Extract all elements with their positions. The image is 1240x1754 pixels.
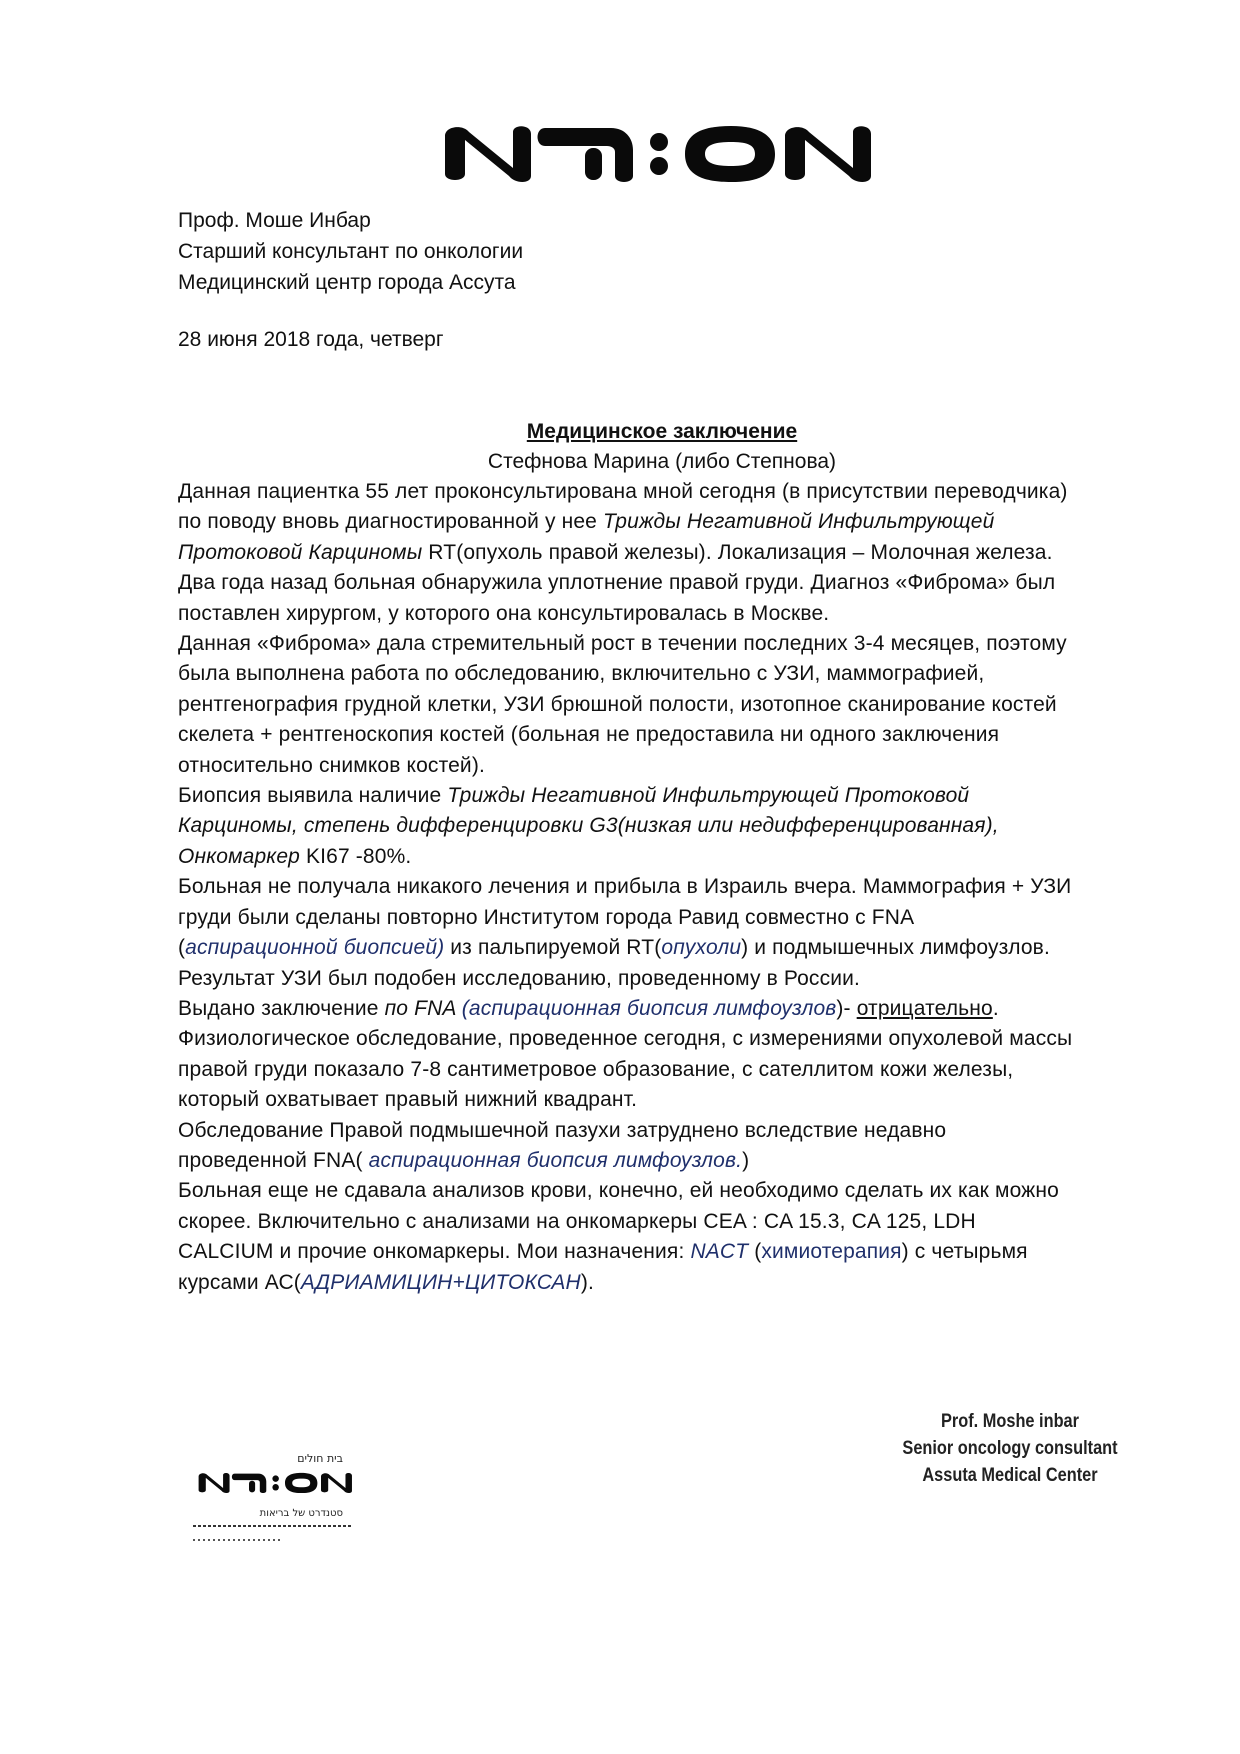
text-span: опухоли [661, 936, 742, 960]
body-line: Карциномы, степень дифференцировки G3(низкая или недифференцированная), [178, 814, 999, 838]
body-line [178, 1146, 1168, 1176]
text-span: CALCIUM и прочие онкомаркеры. Мои назначения: [178, 1240, 691, 1264]
document-title: Медицинское заключение [526, 420, 798, 443]
text-span: ( [748, 1240, 762, 1264]
text-span: химиотерапия [761, 1240, 902, 1264]
text-span: ( [178, 936, 186, 960]
document-date: 28 июня 2018 года, четверг [178, 328, 444, 351]
body-line: скорее. Включительно с анализами на онкомаркеры CEA : CA 15.3, CA 125, LDH [178, 1209, 976, 1233]
text-span: по FNA [384, 996, 462, 1020]
signature-organization: Assuta Medical Center [922, 1465, 1098, 1486]
text-span: Трижды Негативной Инфильтрующей Протоковой [447, 784, 970, 808]
stamp-hebrew-top: בית חולים [297, 1452, 343, 1465]
body-line: Результат УЗИ был подобен исследованию, проведенному в России. [178, 966, 860, 990]
body-line: Больная не получала никакого лечения и прибыла в Израиль вчера. Маммография + УЗИ [178, 875, 1072, 899]
body-line: была выполнена работа по обследованию, включительно с УЗИ, маммографией, [178, 662, 985, 686]
body-line: Обследование Правой подмышечной пазухи затруднено вследствие недавно [178, 1118, 947, 1142]
body-line [178, 507, 1168, 537]
signature-stamp [881, 1408, 1139, 1489]
text-span: по поводу вновь диагностированной у нее [178, 510, 603, 534]
body-line [178, 538, 1168, 568]
doctor-header [178, 205, 523, 298]
body-line: который охватывает правый нижний квадрант. [178, 1088, 638, 1112]
text-span: Выдано заключение [178, 996, 385, 1020]
text-span: из пальпируемой RT( [444, 936, 662, 960]
text-span: Протоковой Карциномы [178, 540, 423, 564]
text-span: ). [580, 1270, 594, 1294]
signature-title: Senior oncology consultant [902, 1438, 1118, 1459]
stamp-hebrew-bottom: סטנדרט של בריאות [259, 1508, 343, 1519]
body-line [178, 1268, 1168, 1298]
text-span: Трижды Негативной Инфильтрующей [603, 510, 995, 534]
body-line: груди были сделаны повторно Институтом города Равид совместно с FNA [178, 905, 915, 929]
text-span: RT(опухоль правой железы). Локализация – Молочная железа. [422, 540, 1053, 564]
body-line [178, 781, 1168, 811]
text-span: ) и подмышечных лимфоузлов. [741, 936, 1050, 960]
body-line: Два года назад больная обнаружила уплотнение правой груди. Диагноз «Фиброма» был [178, 571, 1056, 595]
text-span: отрицательно [856, 996, 993, 1020]
text-span: аспирационная биопсия лимфоузлов. [368, 1148, 743, 1172]
body-line: Данная «Фиброма» дала стремительный рост в течении последних 3-4 месяцев, поэтому [178, 632, 1067, 656]
text-span: Биопсия выявила наличие [178, 784, 448, 808]
text-span: (аспирационная биопсия лимфоузлов [461, 996, 837, 1020]
text-span: ) [742, 1148, 750, 1172]
text-span: KI67 -80%. [300, 844, 412, 868]
doctor-name: Проф. Моше Инбар [178, 209, 371, 232]
assuta-logo [435, 118, 875, 188]
body-line: правой груди показало 7-8 сантиметровое образование, с сателлитом кожи железы, [178, 1057, 1014, 1081]
body-line: Физиологическое обследование, проведенное сегодня, с измерениями опухолевой массы [178, 1027, 1073, 1051]
document-body [178, 477, 1168, 1298]
text-span: . [992, 996, 999, 1020]
text-span: Онкомаркер [178, 844, 301, 868]
body-line: Больная еще не сдавала анализов крови, конечно, ей необходимо сделать их как можно [178, 1179, 1059, 1203]
text-span: аспирационной биопсией) [185, 936, 445, 960]
text-span: АДРИАМИЦИН+ЦИТОКСАН [300, 1270, 581, 1294]
body-line: скелета + рентгеноскопия костей (больная не предоставила ни одного заключения [178, 723, 1000, 747]
body-line: рентгенография грудной клетки, УЗИ брюшной полости, изотопное сканирование костей [178, 692, 1057, 716]
body-line [178, 842, 1168, 872]
text-span: )- [836, 996, 857, 1020]
text-span: NACT [690, 1240, 749, 1264]
body-line [178, 994, 1168, 1024]
body-line: относительно снимков костей). [178, 753, 485, 777]
title-block [178, 417, 1146, 477]
body-line [178, 1237, 1168, 1267]
body-line: поставлен хирургом, у которого она консультировалась в Москве. [178, 601, 830, 625]
body-line [178, 933, 1168, 963]
patient-name: Стефнова Марина (либо Степнова) [487, 450, 837, 473]
doctor-organization: Медицинский центр города Ассута [178, 271, 516, 294]
text-span: курсами АС( [178, 1270, 301, 1294]
assuta-stamp-logo [193, 1448, 373, 1578]
text-span: ) с четырьмя [901, 1240, 1028, 1264]
text-span: проведенной FNA( [178, 1148, 369, 1172]
body-line: Данная пациентка 55 лет проконсультирована мной сегодня (в присутствии переводчика) [178, 480, 1068, 503]
signature-name: Prof. Moshe inbar [940, 1411, 1080, 1432]
doctor-title: Старший консультант по онкологии [178, 240, 524, 263]
